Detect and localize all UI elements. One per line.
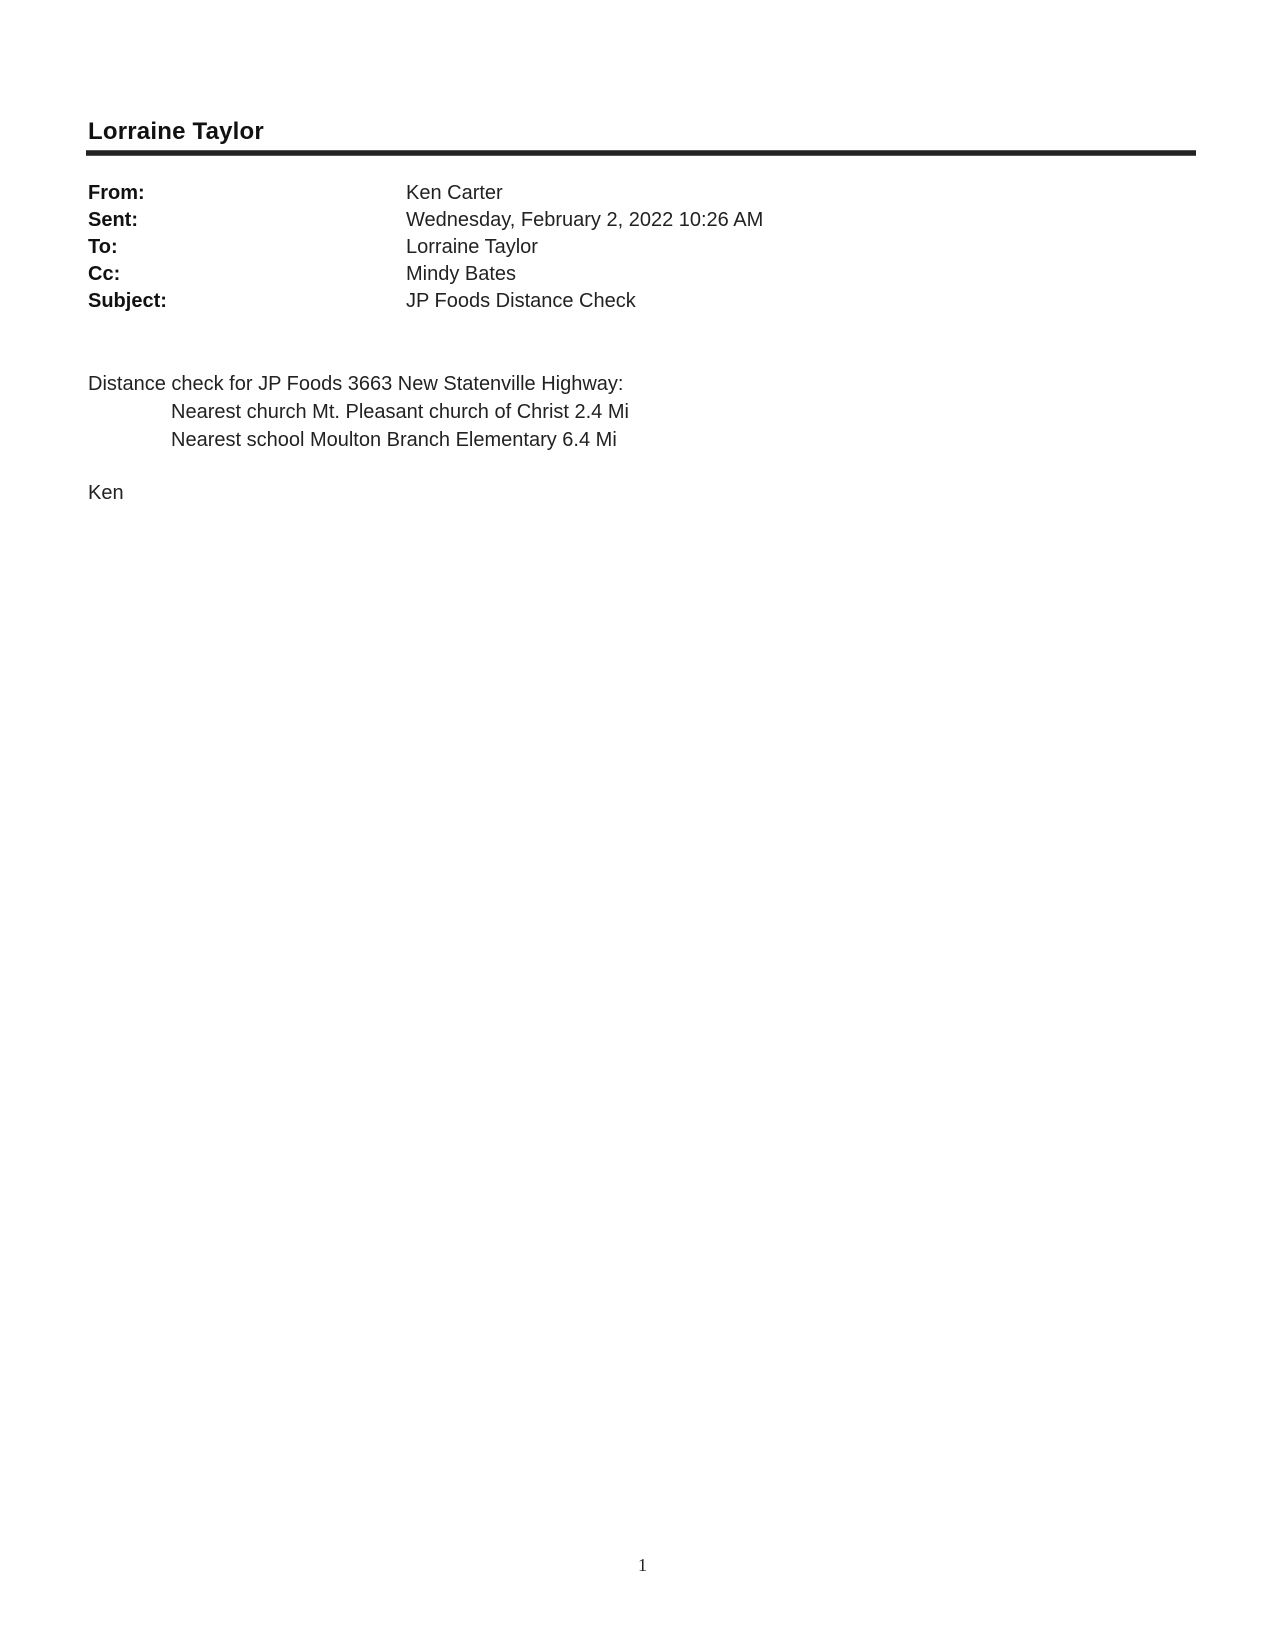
header-row-to (88, 234, 988, 261)
header-row-cc (88, 261, 988, 288)
email-headers (88, 180, 988, 315)
mailbox-owner-name: Lorraine Taylor (88, 118, 264, 145)
header-row-subject (88, 288, 988, 315)
sent-label: Sent: (88, 209, 138, 231)
body-church-line: Nearest church Mt. Pleasant church of Christ 2.4 Mi (171, 401, 629, 423)
header-row-sent (88, 207, 988, 234)
body-school-line: Nearest school Moulton Branch Elementary 6.4 Mi (171, 429, 617, 451)
from-value: Ken Carter (406, 182, 503, 204)
to-label: To: (88, 236, 118, 258)
subject-label: Subject: (88, 290, 167, 312)
email-signature: Ken (88, 482, 124, 504)
body-intro: Distance check for JP Foods 3663 New Statenville Highway: (88, 373, 624, 395)
from-label: From: (88, 182, 145, 204)
email-body (88, 370, 629, 454)
header-row-from (88, 180, 988, 207)
header-divider (86, 150, 1196, 156)
to-value: Lorraine Taylor (406, 236, 538, 258)
sent-value: Wednesday, February 2, 2022 10:26 AM (406, 209, 764, 231)
cc-label: Cc: (88, 263, 121, 285)
page-number: 1 (638, 1555, 647, 1575)
cc-value: Mindy Bates (406, 263, 517, 285)
subject-value: JP Foods Distance Check (406, 290, 636, 312)
